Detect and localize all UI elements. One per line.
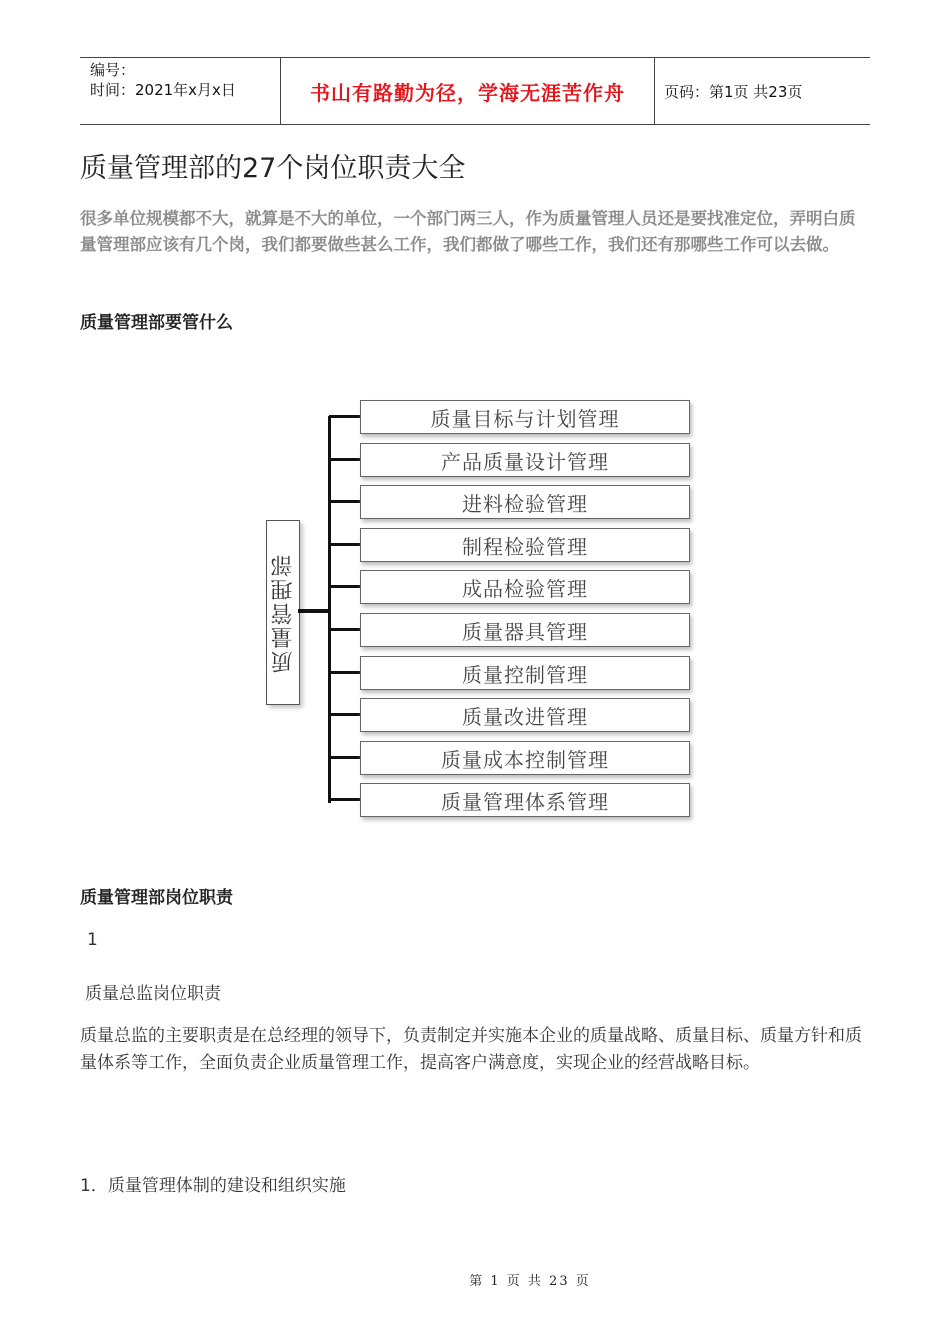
motto: 书山有路勤为径，学海无涯苦作舟 — [310, 80, 625, 105]
connector-branch — [329, 798, 360, 801]
diagram-branch-box: 质量管理体系管理 — [360, 783, 690, 817]
section-heading-what-to-manage: 质量管理部要管什么 — [80, 313, 233, 333]
header-page-cell — [655, 58, 870, 124]
diagram-branch-box: 质量成本控制管理 — [360, 741, 690, 775]
connector-spine — [328, 416, 331, 803]
header-meta-cell — [80, 58, 281, 124]
diagram-branch-box: 质量目标与计划管理 — [360, 400, 690, 434]
connector-branch — [329, 458, 360, 461]
diagram-root-box — [266, 520, 300, 705]
list-item-1: 1．质量管理体制的建设和组织实施 — [80, 1176, 346, 1196]
connector-branch — [329, 500, 360, 503]
connector-root — [298, 609, 330, 613]
item-title: 质量总监岗位职责 — [85, 984, 221, 1004]
header-motto-cell — [281, 58, 655, 124]
code-label: 编号： — [90, 61, 136, 79]
page-info: 页码：第1页 共23页 — [664, 82, 803, 101]
connector-branch — [329, 543, 360, 546]
connector-branch — [329, 415, 360, 418]
diagram-branch-box: 成品检验管理 — [360, 570, 690, 604]
diagram-branch-box: 质量控制管理 — [360, 656, 690, 690]
connector-branch — [329, 756, 360, 759]
header-table — [80, 57, 870, 125]
diagram-root-label: 质量管理部 — [270, 552, 296, 673]
section-heading-responsibilities: 质量管理部岗位职责 — [80, 888, 233, 908]
diagram-branch-box: 进料检验管理 — [360, 485, 690, 519]
connector-branch — [329, 585, 360, 588]
connector-branch — [329, 671, 360, 674]
diagram-branch-box: 质量改进管理 — [360, 698, 690, 732]
diagram-branch-box: 质量器具管理 — [360, 613, 690, 647]
diagram-branch-box: 制程检验管理 — [360, 528, 690, 562]
connector-branch — [329, 628, 360, 631]
document-title: 质量管理部的27个岗位职责大全 — [80, 153, 466, 184]
diagram-branch-box: 产品质量设计管理 — [360, 443, 690, 477]
time-label: 时间：2021年x月x日 — [90, 81, 236, 99]
item-paragraph: 质量总监的主要职责是在总经理的领导下，负责制定并实施本企业的质量战略、质量目标、质量方针和质量体系等工作，全面负责企业质量管理工作，提高客户满意度，实现企业的经营战略目标。 — [80, 1026, 862, 1073]
item-number: 1 — [87, 930, 98, 950]
page-footer: 第 1 页 共 23 页 — [469, 1274, 591, 1289]
intro-paragraph: 很多单位规模都不大，就算是不大的单位，一个部门两三人，作为质量管理人员还是要找准定位，弄明白质量管理部应该有几个岗，我们都要做些甚么工作，我们都做了哪些工作，我们还有那哪些工作可以去做。 — [80, 209, 856, 254]
connector-branch — [329, 713, 360, 716]
